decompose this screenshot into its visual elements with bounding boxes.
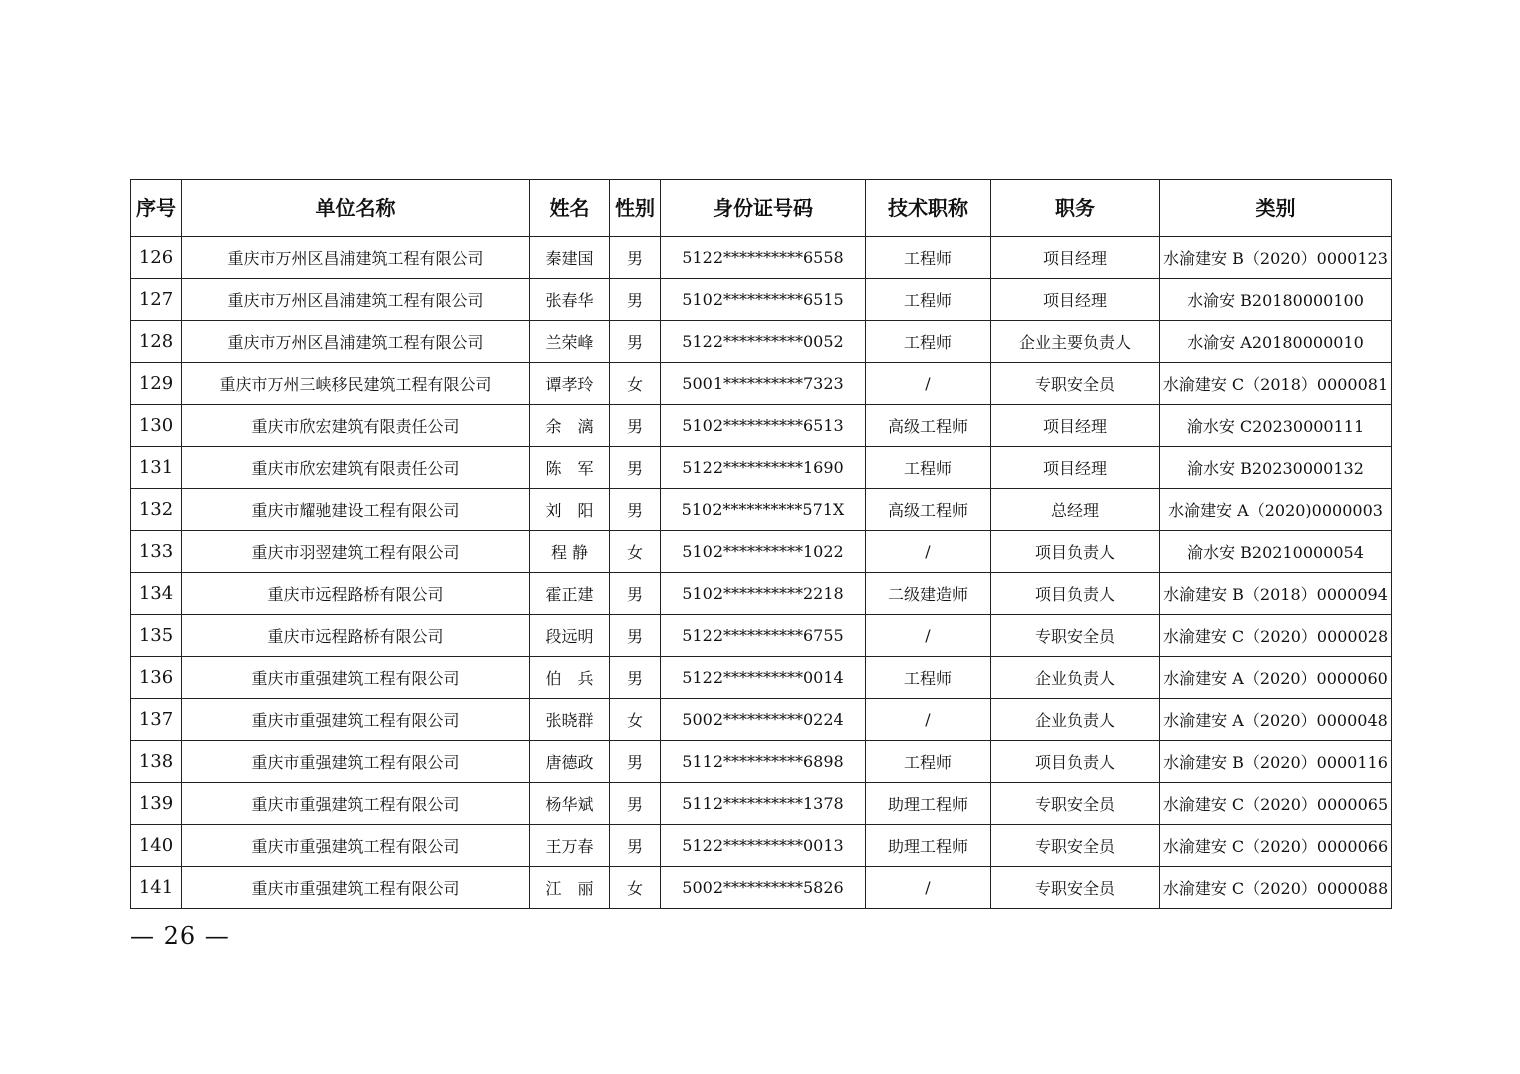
cell-unit-name: 重庆市万州区昌浦建筑工程有限公司 (182, 237, 530, 279)
cell-serial-number: 134 (131, 573, 182, 615)
cell-unit-name: 重庆市万州区昌浦建筑工程有限公司 (182, 321, 530, 363)
cell-unit-name: 重庆市远程路桥有限公司 (182, 615, 530, 657)
table-row (131, 615, 1392, 657)
cell-unit-name: 重庆市重强建筑工程有限公司 (182, 783, 530, 825)
table-row (131, 363, 1392, 405)
cell-name: 刘 阳 (530, 489, 610, 531)
cell-gender: 男 (610, 741, 661, 783)
cell-gender: 女 (610, 699, 661, 741)
cell-id-number: 5122**********0014 (661, 657, 866, 699)
cell-unit-name: 重庆市欣宏建筑有限责任公司 (182, 405, 530, 447)
cell-technical-title: / (866, 363, 991, 405)
cell-unit-name: 重庆市万州三峡移民建筑工程有限公司 (182, 363, 530, 405)
cell-position: 专职安全员 (991, 363, 1160, 405)
header-id-number: 身份证号码 (661, 180, 866, 237)
cell-position: 项目经理 (991, 405, 1160, 447)
cell-gender: 男 (610, 279, 661, 321)
cell-position: 总经理 (991, 489, 1160, 531)
cell-category: 水渝建安 A（2020）0000060 (1160, 657, 1392, 699)
table-row (131, 237, 1392, 279)
cell-serial-number: 140 (131, 825, 182, 867)
page-number: — 26 — (130, 922, 230, 950)
cell-name: 兰荣峰 (530, 321, 610, 363)
header-serial-number: 序号 (131, 180, 182, 237)
cell-gender: 男 (610, 783, 661, 825)
cell-serial-number: 137 (131, 699, 182, 741)
cell-technical-title: 高级工程师 (866, 405, 991, 447)
cell-id-number: 5112**********1378 (661, 783, 866, 825)
cell-name: 程 静 (530, 531, 610, 573)
header-unit-name: 单位名称 (182, 180, 530, 237)
cell-id-number: 5112**********6898 (661, 741, 866, 783)
cell-technical-title: 助理工程师 (866, 825, 991, 867)
cell-name: 唐德政 (530, 741, 610, 783)
cell-unit-name: 重庆市远程路桥有限公司 (182, 573, 530, 615)
table-row (131, 699, 1392, 741)
cell-gender: 女 (610, 867, 661, 909)
cell-serial-number: 127 (131, 279, 182, 321)
cell-unit-name: 重庆市耀驰建设工程有限公司 (182, 489, 530, 531)
table-row (131, 867, 1392, 909)
cell-serial-number: 139 (131, 783, 182, 825)
cell-gender: 女 (610, 363, 661, 405)
cell-position: 项目经理 (991, 279, 1160, 321)
cell-serial-number: 126 (131, 237, 182, 279)
cell-gender: 男 (610, 237, 661, 279)
table-row (131, 531, 1392, 573)
cell-gender: 男 (610, 573, 661, 615)
cell-gender: 男 (610, 489, 661, 531)
cell-technical-title: / (866, 699, 991, 741)
table-row (131, 321, 1392, 363)
cell-technical-title: 工程师 (866, 657, 991, 699)
cell-name: 张晓群 (530, 699, 610, 741)
cell-position: 专职安全员 (991, 783, 1160, 825)
cell-name: 谭孝玲 (530, 363, 610, 405)
cell-category: 水渝建安 C（2020）0000065 (1160, 783, 1392, 825)
cell-position: 项目经理 (991, 447, 1160, 489)
header-position: 职务 (991, 180, 1160, 237)
cell-serial-number: 138 (131, 741, 182, 783)
cell-category: 水渝建安 B（2018）0000094 (1160, 573, 1392, 615)
cell-category: 水渝建安 C（2018）0000081 (1160, 363, 1392, 405)
header-technical-title: 技术职称 (866, 180, 991, 237)
header-name: 姓名 (530, 180, 610, 237)
cell-id-number: 5122**********1690 (661, 447, 866, 489)
cell-name: 陈 军 (530, 447, 610, 489)
cell-serial-number: 136 (131, 657, 182, 699)
cell-id-number: 5102**********6515 (661, 279, 866, 321)
table-row (131, 573, 1392, 615)
cell-technical-title: 二级建造师 (866, 573, 991, 615)
table-row (131, 279, 1392, 321)
cell-technical-title: 助理工程师 (866, 783, 991, 825)
cell-name: 王万春 (530, 825, 610, 867)
cell-technical-title: / (866, 615, 991, 657)
cell-unit-name: 重庆市羽翌建筑工程有限公司 (182, 531, 530, 573)
cell-position: 企业主要负责人 (991, 321, 1160, 363)
cell-position: 项目负责人 (991, 741, 1160, 783)
cell-name: 余 漓 (530, 405, 610, 447)
cell-serial-number: 135 (131, 615, 182, 657)
cell-technical-title: 工程师 (866, 237, 991, 279)
cell-serial-number: 130 (131, 405, 182, 447)
cell-category: 水渝安 A20180000010 (1160, 321, 1392, 363)
cell-position: 企业负责人 (991, 699, 1160, 741)
personnel-table (130, 179, 1392, 909)
cell-category: 渝水安 B20210000054 (1160, 531, 1392, 573)
cell-category: 水渝建安 A（2020）0000048 (1160, 699, 1392, 741)
cell-position: 企业负责人 (991, 657, 1160, 699)
cell-unit-name: 重庆市重强建筑工程有限公司 (182, 867, 530, 909)
cell-category: 渝水安 C20230000111 (1160, 405, 1392, 447)
cell-position: 项目负责人 (991, 573, 1160, 615)
cell-serial-number: 128 (131, 321, 182, 363)
cell-id-number: 5001**********7323 (661, 363, 866, 405)
cell-id-number: 5002**********0224 (661, 699, 866, 741)
cell-id-number: 5102**********6513 (661, 405, 866, 447)
table-row (131, 783, 1392, 825)
cell-gender: 男 (610, 447, 661, 489)
cell-category: 水渝建安 C（2020）0000028 (1160, 615, 1392, 657)
cell-position: 专职安全员 (991, 867, 1160, 909)
cell-category: 水渝建安 C（2020）0000066 (1160, 825, 1392, 867)
cell-name: 段远明 (530, 615, 610, 657)
cell-gender: 男 (610, 615, 661, 657)
cell-category: 水渝安 B20180000100 (1160, 279, 1392, 321)
cell-serial-number: 141 (131, 867, 182, 909)
cell-unit-name: 重庆市重强建筑工程有限公司 (182, 825, 530, 867)
cell-name: 江 丽 (530, 867, 610, 909)
cell-position: 专职安全员 (991, 825, 1160, 867)
cell-category: 水渝建安 B（2020）0000123 (1160, 237, 1392, 279)
cell-technical-title: 工程师 (866, 321, 991, 363)
cell-serial-number: 133 (131, 531, 182, 573)
cell-gender: 男 (610, 825, 661, 867)
cell-category: 水渝建安 C（2020）0000088 (1160, 867, 1392, 909)
cell-unit-name: 重庆市重强建筑工程有限公司 (182, 657, 530, 699)
cell-technical-title: / (866, 531, 991, 573)
cell-gender: 女 (610, 531, 661, 573)
cell-gender: 男 (610, 657, 661, 699)
cell-id-number: 5122**********6558 (661, 237, 866, 279)
table-row (131, 405, 1392, 447)
table-row (131, 489, 1392, 531)
table-row (131, 825, 1392, 867)
table-body (131, 237, 1392, 909)
cell-category: 水渝建安 A（2020)0000003 (1160, 489, 1392, 531)
cell-serial-number: 132 (131, 489, 182, 531)
cell-technical-title: 工程师 (866, 447, 991, 489)
cell-technical-title: 高级工程师 (866, 489, 991, 531)
cell-technical-title: / (866, 867, 991, 909)
cell-gender: 男 (610, 405, 661, 447)
cell-position: 项目经理 (991, 237, 1160, 279)
cell-id-number: 5122**********6755 (661, 615, 866, 657)
cell-category: 渝水安 B20230000132 (1160, 447, 1392, 489)
cell-unit-name: 重庆市重强建筑工程有限公司 (182, 741, 530, 783)
cell-technical-title: 工程师 (866, 741, 991, 783)
header-gender: 性别 (610, 180, 661, 237)
cell-name: 张春华 (530, 279, 610, 321)
cell-name: 伯 兵 (530, 657, 610, 699)
cell-serial-number: 131 (131, 447, 182, 489)
cell-category: 水渝建安 B（2020）0000116 (1160, 741, 1392, 783)
cell-name: 霍正建 (530, 573, 610, 615)
cell-id-number: 5102**********571X (661, 489, 866, 531)
cell-name: 杨华斌 (530, 783, 610, 825)
cell-id-number: 5102**********2218 (661, 573, 866, 615)
cell-serial-number: 129 (131, 363, 182, 405)
cell-id-number: 5122**********0013 (661, 825, 866, 867)
cell-technical-title: 工程师 (866, 279, 991, 321)
cell-id-number: 5102**********1022 (661, 531, 866, 573)
cell-gender: 男 (610, 321, 661, 363)
cell-unit-name: 重庆市欣宏建筑有限责任公司 (182, 447, 530, 489)
cell-id-number: 5002**********5826 (661, 867, 866, 909)
cell-position: 项目负责人 (991, 531, 1160, 573)
cell-unit-name: 重庆市万州区昌浦建筑工程有限公司 (182, 279, 530, 321)
cell-id-number: 5122**********0052 (661, 321, 866, 363)
table-row (131, 657, 1392, 699)
cell-unit-name: 重庆市重强建筑工程有限公司 (182, 699, 530, 741)
header-category: 类别 (1160, 180, 1392, 237)
cell-name: 秦建国 (530, 237, 610, 279)
header-row (131, 180, 1392, 237)
table-row (131, 447, 1392, 489)
table-row (131, 741, 1392, 783)
cell-position: 专职安全员 (991, 615, 1160, 657)
